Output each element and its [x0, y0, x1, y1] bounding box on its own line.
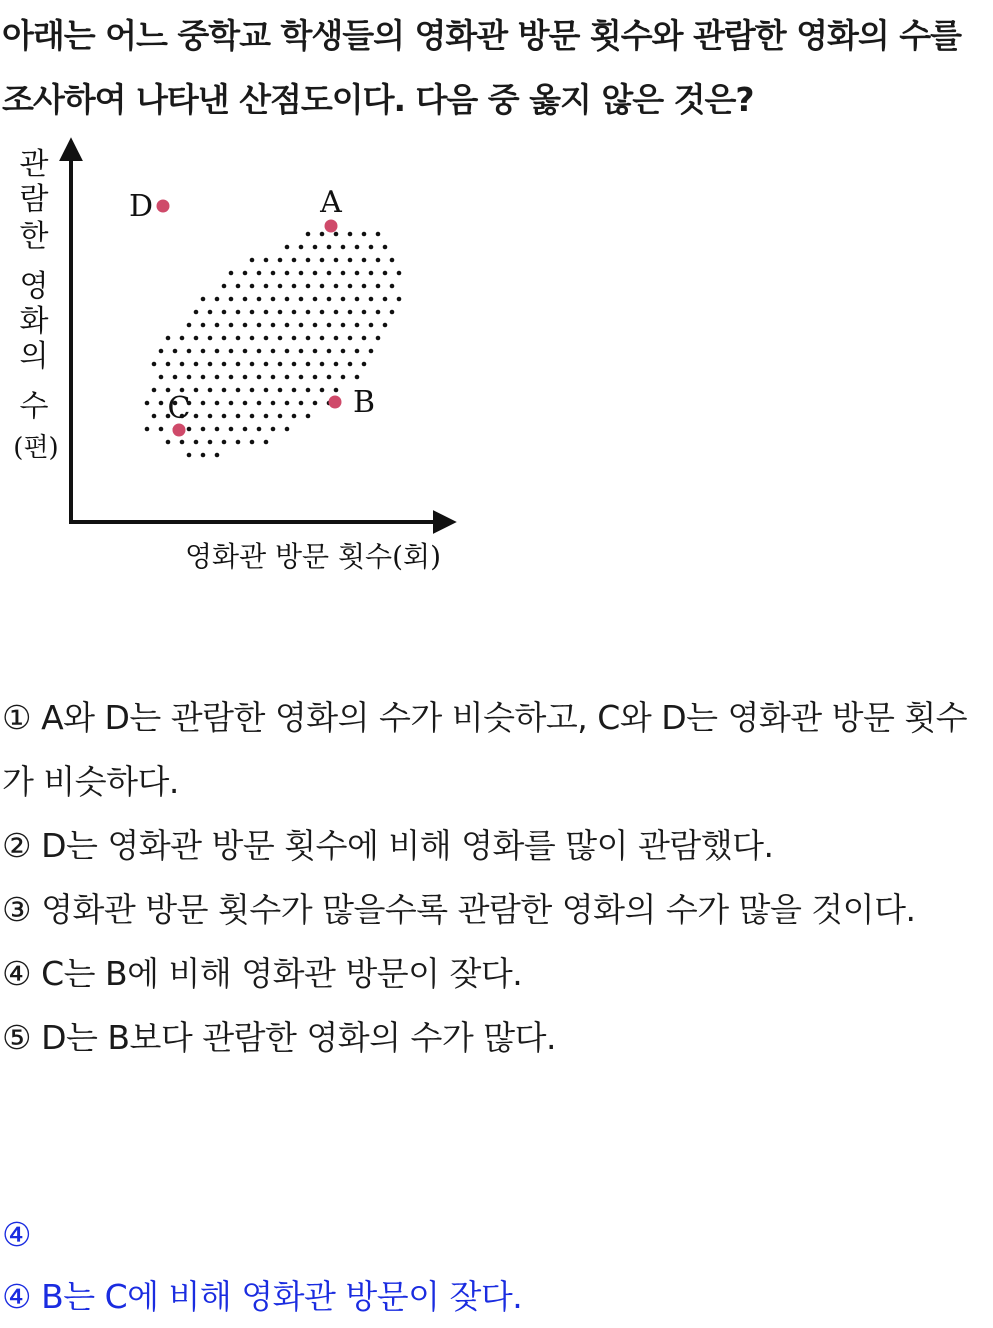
scatter-dot [299, 323, 304, 328]
y-axis-label-char: 화 [19, 304, 49, 339]
point-label-a: A [320, 185, 342, 220]
scatter-dot [285, 401, 290, 406]
scatter-dot [376, 336, 381, 341]
scatter-dot [208, 414, 213, 419]
scatter-dot [257, 401, 262, 406]
scatter-dot [201, 375, 206, 380]
scatter-dot [236, 414, 241, 419]
scatter-dot [355, 271, 360, 276]
scatter-dot [236, 310, 241, 315]
y-axis-label-char: (편) [13, 433, 59, 463]
scatter-dot [271, 401, 276, 406]
scatter-dot [236, 388, 241, 393]
scatter-dot [250, 440, 255, 445]
scatter-dot [327, 297, 332, 302]
scatter-dot [285, 297, 290, 302]
scatter-dot [334, 258, 339, 263]
scatter-dot [152, 362, 157, 367]
scatter-dot [313, 323, 318, 328]
scatter-dot [145, 401, 150, 406]
scatter-dot [250, 362, 255, 367]
scatter-dot [327, 271, 332, 276]
scatter-dot [201, 453, 206, 458]
scatter-dot [236, 362, 241, 367]
choice-3[interactable]: ③ 영화관 방문 횟수가 많을수록 관람한 영화의 수가 많을 것이다. [2, 890, 916, 929]
scatter-dot [243, 401, 248, 406]
scatter-dot [243, 323, 248, 328]
scatter-dot [376, 258, 381, 263]
scatter-dot [264, 336, 269, 341]
scatter-dot [194, 362, 199, 367]
scatter-dot [215, 453, 220, 458]
scatter-dot [257, 349, 262, 354]
scatter-dot [229, 297, 234, 302]
y-axis-label-char: 의 [19, 339, 49, 374]
scatter-dot [159, 427, 164, 432]
scatter-dot [236, 336, 241, 341]
y-axis-label-char: 람 [19, 182, 49, 217]
scatter-dot [180, 440, 185, 445]
scatter-dot [285, 349, 290, 354]
scatter-dot [397, 271, 402, 276]
scatter-dot [334, 388, 339, 393]
scatter-dot [222, 388, 227, 393]
scatter-dot [334, 310, 339, 315]
scatter-dot [390, 310, 395, 315]
scatter-dot [229, 349, 234, 354]
scatter-dot [201, 297, 206, 302]
scatter-dot [285, 245, 290, 250]
scatter-dot [215, 375, 220, 380]
scatter-dot [292, 336, 297, 341]
y-axis-label-char: 영 [19, 269, 49, 304]
point-d [157, 200, 170, 213]
scatter-dot [299, 297, 304, 302]
scatter-dot [271, 297, 276, 302]
scatter-dot [187, 427, 192, 432]
scatter-dot [320, 362, 325, 367]
scatter-dot [222, 362, 227, 367]
scatter-dot [278, 362, 283, 367]
scatter-dot [327, 349, 332, 354]
y-axis-label [13, 147, 58, 463]
scatter-dot [376, 232, 381, 237]
scatter-dot [341, 375, 346, 380]
scatter-dot [362, 362, 367, 367]
scatter-dot [299, 245, 304, 250]
scatter-dot [285, 323, 290, 328]
scatter-dot [390, 284, 395, 289]
scatter-dot [362, 258, 367, 263]
scatter-dot [355, 323, 360, 328]
scatter-dot [306, 414, 311, 419]
scatter-dot [208, 440, 213, 445]
point-label-c: C [167, 391, 191, 426]
point-a [325, 220, 338, 233]
scatter-dot [320, 310, 325, 315]
scatter-dot [271, 427, 276, 432]
scatter-dot [229, 271, 234, 276]
y-axis-label-char: 한 [19, 219, 49, 254]
scatter-dot [166, 440, 171, 445]
scatter-dot [341, 349, 346, 354]
scatter-dot [327, 323, 332, 328]
scatter-dot [313, 297, 318, 302]
choice-4[interactable]: ④ C는 B에 비해 영화관 방문이 잦다. [2, 954, 523, 993]
scatter-dot [243, 349, 248, 354]
choices-list [2, 686, 990, 1070]
answer-number: ④ [2, 1215, 32, 1254]
scatter-dot [264, 284, 269, 289]
scatter-dot [285, 375, 290, 380]
scatter-dot [306, 388, 311, 393]
scatter-dot [320, 336, 325, 341]
scatter-dot [180, 362, 185, 367]
scatter-dot [278, 284, 283, 289]
scatter-dot [229, 375, 234, 380]
point-b [329, 396, 342, 409]
scatter-dot [369, 349, 374, 354]
scatter-dot [306, 284, 311, 289]
scatter-dot [397, 297, 402, 302]
scatter-dot [355, 349, 360, 354]
scatter-dot [306, 336, 311, 341]
scatter-dot [348, 284, 353, 289]
scatter-dot [222, 310, 227, 315]
scatter-dot [194, 388, 199, 393]
scatter-dot [159, 349, 164, 354]
x-axis-label: 영화관 방문 횟수(회) [184, 540, 442, 573]
choice-5[interactable]: ⑤ D는 B보다 관람한 영화의 수가 많다. [2, 1018, 556, 1057]
scatter-dot [292, 258, 297, 263]
scatter-dot [334, 284, 339, 289]
scatter-dot [187, 375, 192, 380]
scatter-dot [327, 375, 332, 380]
scatter-dot [306, 310, 311, 315]
scatter-dot [208, 388, 213, 393]
scatter-dot [187, 453, 192, 458]
scatter-dot [341, 297, 346, 302]
scatter-dot [348, 362, 353, 367]
scatter-dot [250, 310, 255, 315]
scatter-dot [299, 271, 304, 276]
scatter-dot [152, 414, 157, 419]
scatter-dot [355, 375, 360, 380]
scatter-dot [194, 336, 199, 341]
scatter-dot [320, 258, 325, 263]
scatter-dot [236, 440, 241, 445]
scatter-dot [264, 310, 269, 315]
scatter-dot [369, 323, 374, 328]
scatter-dot [152, 388, 157, 393]
scatter-dot [355, 245, 360, 250]
choice-2[interactable]: ② D는 영화관 방문 횟수에 비해 영화를 많이 관람했다. [2, 826, 774, 865]
scatter-dot [264, 440, 269, 445]
scatter-dot [194, 440, 199, 445]
scatter-dot [257, 427, 262, 432]
scatter-dot [201, 427, 206, 432]
scatter-dot [320, 284, 325, 289]
scatter-dot [306, 232, 311, 237]
scatter-dot [222, 440, 227, 445]
scatter-dot [173, 349, 178, 354]
scatter-dot [306, 362, 311, 367]
scatter-dot [299, 349, 304, 354]
scatter-dot [292, 414, 297, 419]
scatter-dot [215, 297, 220, 302]
scatter-dot [166, 336, 171, 341]
scatter-dot [222, 284, 227, 289]
scatter-dot [313, 349, 318, 354]
scatter-dot [383, 323, 388, 328]
scatter-dot [180, 336, 185, 341]
scatter-dot [257, 323, 262, 328]
scatter-dot [229, 401, 234, 406]
scatter-dot [159, 401, 164, 406]
question-text: 아래는 어느 중학교 학생들의 영화관 방문 횟수와 관람한 영화의 수를 조사하여 나타낸 산점도이다. 다음 중 옳지 않은 것은? [2, 16, 961, 119]
scatter-dot [320, 388, 325, 393]
scatter-dot [250, 414, 255, 419]
scatter-dot [362, 310, 367, 315]
scatter-dot [299, 375, 304, 380]
scatter-dot [194, 414, 199, 419]
scatter-dot [215, 401, 220, 406]
scatter-dot [383, 245, 388, 250]
scatter-dot [264, 414, 269, 419]
scatter-dot [201, 401, 206, 406]
scatter-dot [390, 258, 395, 263]
scatter-dot [341, 323, 346, 328]
scatter-dot [383, 297, 388, 302]
scatter-dot [278, 310, 283, 315]
point-label-d: D [128, 189, 153, 224]
scatter-dot [215, 323, 220, 328]
scatter-dot [208, 362, 213, 367]
scatter-dot [285, 271, 290, 276]
scatter-dot [187, 349, 192, 354]
scatter-dot [292, 388, 297, 393]
scatter-dot [348, 232, 353, 237]
scatter-dot [341, 271, 346, 276]
y-axis-label-char: 관 [19, 147, 49, 182]
y-axis-label-char: 수 [19, 389, 49, 424]
scatter-dot [173, 375, 178, 380]
scatter-dot [362, 284, 367, 289]
scatter-dot [369, 297, 374, 302]
scatter-dot [369, 245, 374, 250]
scatter-dot [313, 271, 318, 276]
scatter-dot [243, 271, 248, 276]
scatter-dot [299, 401, 304, 406]
scatter-dot [271, 375, 276, 380]
scatter-dot [278, 388, 283, 393]
scatter-dot [383, 271, 388, 276]
scatter-dot [292, 310, 297, 315]
scatter-dot [194, 310, 199, 315]
scatter-dot [264, 362, 269, 367]
scatter-dot [264, 258, 269, 263]
scatter-dot [257, 297, 262, 302]
scatter-dot [166, 362, 171, 367]
scatter-dot [320, 232, 325, 237]
answer-explanation: ④ B는 C에 비해 영화관 방문이 잦다. [2, 1277, 523, 1316]
scatter-dot [208, 336, 213, 341]
scatter-dot [376, 310, 381, 315]
scatter-dot [250, 284, 255, 289]
scatter-dot [348, 336, 353, 341]
scatter-dot [229, 323, 234, 328]
scatter-dot [271, 271, 276, 276]
scatter-dot [278, 414, 283, 419]
scatter-dot [145, 427, 150, 432]
scatter-dot [264, 388, 269, 393]
scatter-dot [348, 258, 353, 263]
scatter-chart [0, 128, 470, 588]
scatter-dot [243, 297, 248, 302]
choice-1[interactable]: ① A와 D는 관람한 영화의 수가 비슷하고, C와 D는 영화관 방문 횟수가 비슷하다. [2, 698, 968, 801]
point-label-b: B [353, 385, 376, 420]
scatter-dot [271, 349, 276, 354]
scatter-dot [243, 427, 248, 432]
scatter-dot [215, 427, 220, 432]
scatter-dot [334, 232, 339, 237]
scatter-dot [348, 310, 353, 315]
scatter-dot [327, 245, 332, 250]
scatter-dot [278, 336, 283, 341]
scatter-dot [222, 414, 227, 419]
scatter-dot [187, 323, 192, 328]
scatter-dot [292, 284, 297, 289]
scatter-dot [271, 323, 276, 328]
scatter-dot [285, 427, 290, 432]
scatter-dot [257, 375, 262, 380]
scatter-dot [362, 232, 367, 237]
scatter-dot [236, 284, 241, 289]
scatter-dot [306, 258, 311, 263]
scatter-dot [208, 310, 213, 315]
scatter-dot [250, 336, 255, 341]
scatter-dot [362, 336, 367, 341]
scatter-dot [201, 323, 206, 328]
scatter-dot [292, 362, 297, 367]
scatter-dot [313, 245, 318, 250]
scatter-dot [334, 362, 339, 367]
scatter-dot [313, 375, 318, 380]
scatter-dot [257, 271, 262, 276]
scatter-dot [313, 401, 318, 406]
scatter-dot [159, 375, 164, 380]
scatter-dot [341, 245, 346, 250]
answer-block [2, 1204, 990, 1328]
scatter-dot [250, 388, 255, 393]
scatter-dot [355, 297, 360, 302]
scatter-dot [215, 349, 220, 354]
scatter-dot [201, 349, 206, 354]
scatter-dot [243, 375, 248, 380]
scatter-dot [250, 258, 255, 263]
scatter-dot [278, 258, 283, 263]
scatter-dot [369, 271, 374, 276]
scatter-dot [334, 336, 339, 341]
scatter-dot [222, 336, 227, 341]
scatter-dot [229, 427, 234, 432]
scatter-dot [376, 284, 381, 289]
